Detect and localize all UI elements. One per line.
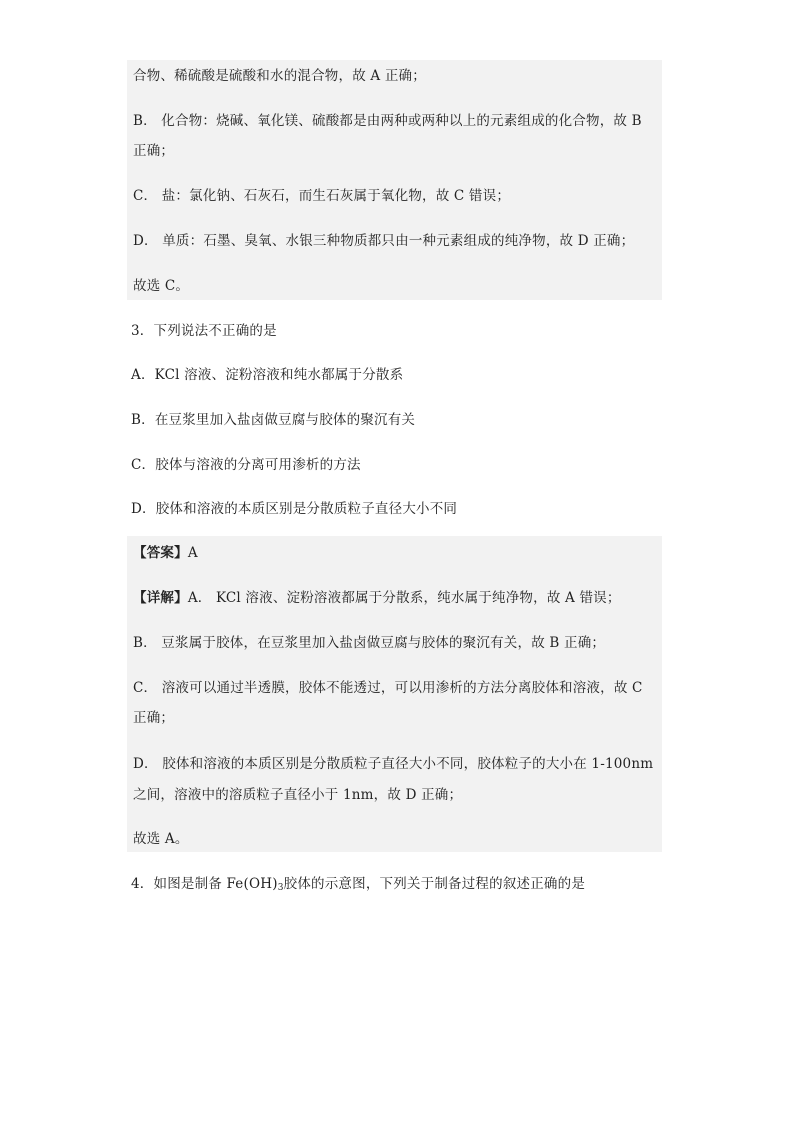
detail-line: 正确； (133, 710, 175, 726)
detail-line (133, 589, 658, 607)
question-4-subscript: 3 (277, 883, 284, 893)
detail-line: D． 胶体和溶液的本质区别是分散质粒子直径大小不同，胶体粒子的大小在 1-100nm (133, 756, 654, 772)
question-4-stem-part: 胶体的示意图，下列关于制备过程的叙述正确的是 (283, 876, 586, 892)
solution-line: 合物、稀硫酸是硫酸和水的混合物，故 A 正确； (133, 68, 426, 84)
detail-line: B． 豆浆属于胶体，在豆浆里加入盐卤做豆腐与胶体的聚沉有关，故 B 正确； (133, 635, 606, 651)
detail-label: 【详解】 (133, 590, 188, 606)
solution-line: D． 单质：石墨、臭氧、水银三种物质都只由一种元素组成的纯净物，故 D 正确； (133, 233, 635, 249)
detail-line: 故选 A。 (133, 831, 189, 847)
question-4-stem-part: 4．如图是制备 Fe(OH) (131, 876, 278, 892)
question-3-option-d: D．胶体和溶液的本质区别是分散质粒子直径大小不同 (131, 501, 458, 517)
solution-line: B． 化合物：烧碱、氧化镁、硫酸都是由两种或两种以上的元素组成的化合物，故 B (133, 113, 642, 129)
answer-line (133, 544, 658, 562)
question-4-stem (131, 875, 656, 897)
question-3-stem: 3．下列说法不正确的是 (131, 323, 277, 339)
answer-label: 【答案】 (133, 545, 188, 561)
answer-value: A (187, 545, 198, 561)
question-3-option-a: A．KCl 溶液、淀粉溶液和纯水都属于分散系 (131, 367, 404, 383)
detail-line: 之间，溶液中的溶质粒子直径小于 1nm，故 D 正确； (133, 787, 463, 803)
detail-text: A． KCl 溶液、淀粉溶液都属于分散系，纯水属于纯净物，故 A 错误； (187, 590, 621, 606)
solution-line: 故选 C。 (133, 278, 190, 294)
solution-line: C． 盐：氯化钠、石灰石，而生石灰属于氧化物，故 C 错误； (133, 188, 511, 204)
detail-line: C． 溶液可以通过半透膜，胶体不能透过，可以用渗析的方法分离胶体和溶液，故 C (133, 680, 643, 696)
solution-block-q2 (127, 60, 662, 300)
question-3-option-b: B．在豆浆里加入盐卤做豆腐与胶体的聚沉有关 (131, 412, 416, 428)
solution-line: 正确； (133, 143, 175, 159)
question-3-option-c: C．胶体与溶液的分离可用渗析的方法 (131, 457, 361, 473)
